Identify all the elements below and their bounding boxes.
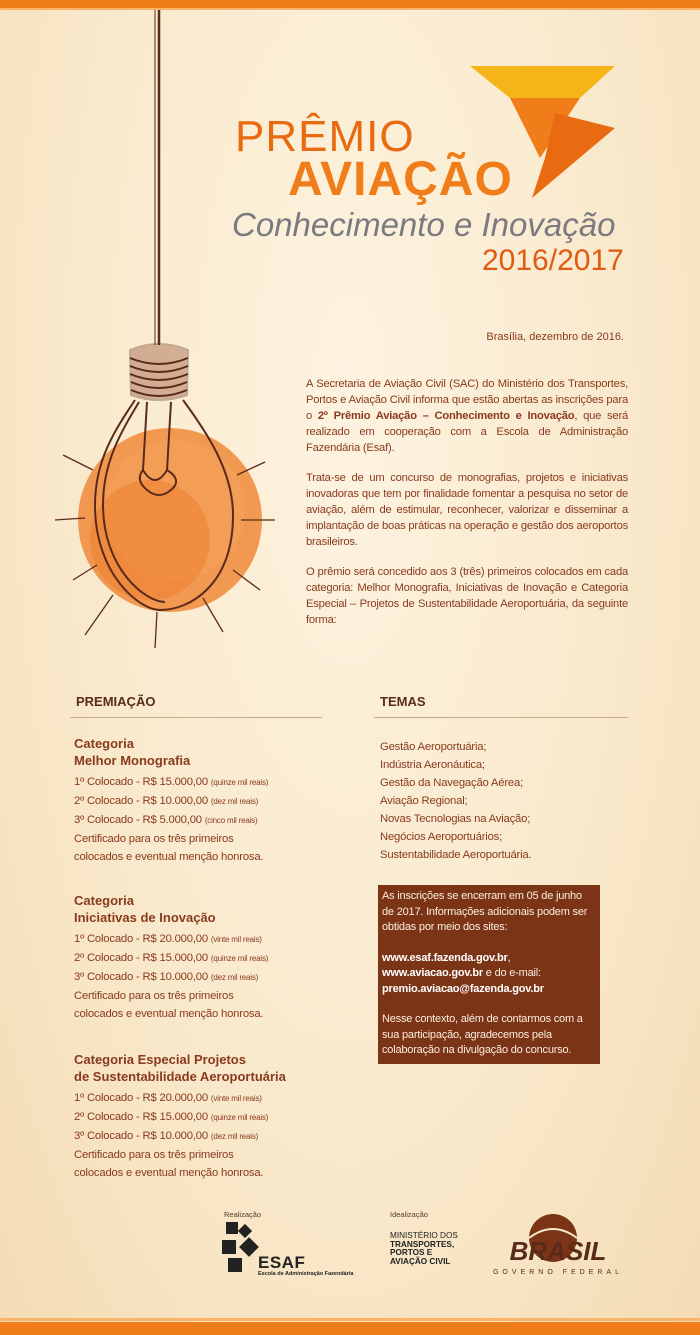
category-title-line2: de Sustentabilidade Aeroportuária [74, 1069, 286, 1084]
prize-3-words: (cinco mil reais) [204, 816, 258, 825]
tema-item: Aviação Regional; [380, 795, 468, 807]
prize-3 [74, 968, 324, 987]
prize-2-value: 2º Colocado - R$ 10.000,00 [74, 795, 211, 807]
intro-p1-bold: 2º Prêmio Aviação – Conhecimento e Inovação [317, 410, 575, 422]
certificate-line2: colocados e eventual menção honrosa. [74, 851, 264, 863]
temas-heading: TEMAS [380, 694, 426, 709]
intro-p1-a: A Secretaria de Aviação Civil (SAC) do Ministério dos Transportes, Portos e Aviação Civil informa que estão abertas as inscrições para o [306, 378, 628, 422]
prize-2 [74, 792, 324, 811]
category-title-line1: Categoria Especial Projetos [74, 1052, 246, 1067]
prize-3-value: 3º Colocado - R$ 5.000,00 [74, 814, 205, 826]
label-idealizacao: Idealização [390, 1210, 428, 1219]
ministerio-line3: PORTOS E [390, 1248, 433, 1258]
title-subtitle: Conhecimento e Inovação [232, 206, 616, 243]
prize-2 [74, 1108, 354, 1127]
prize-1-value: 1º Colocado - R$ 15.000,00 [74, 776, 211, 788]
prize-2-words: (quinze mil reais) [210, 1113, 269, 1122]
prize-3-words: (dez mil reais) [210, 973, 259, 982]
prize-2-words: (dez mil reais) [210, 797, 259, 806]
tema-item: Novas Tecnologias na Aviação; [380, 813, 531, 825]
category-melhor-monografia [74, 735, 324, 866]
prize-2-value: 2º Colocado - R$ 15.000,00 [74, 1111, 211, 1123]
prize-1-words: (quinze mil reais) [210, 778, 269, 787]
premiacao-heading: PREMIAÇÃO [76, 694, 156, 709]
category-title [74, 735, 324, 769]
premiacao-divider [70, 717, 322, 718]
certificate-line1: Certificado para os três primeiros [74, 990, 234, 1002]
prize-1-value: 1º Colocado - R$ 20.000,00 [74, 933, 211, 945]
intro-text [306, 376, 628, 642]
info-sep-2: e do e-mail: [482, 967, 541, 979]
brasil-logo-text: BRASIL [509, 1236, 607, 1266]
category-title [74, 892, 324, 926]
category-title-line2: Iniciativas de Inovação [74, 910, 216, 925]
title-premio: PRÊMIO [235, 112, 415, 161]
prize-1-words: (vinte mil reais) [210, 935, 262, 944]
prize-2-value: 2º Colocado - R$ 15.000,00 [74, 952, 211, 964]
certificate-line2: colocados e eventual menção honrosa. [74, 1167, 264, 1179]
title-aviacao: AVIAÇÃO [288, 153, 513, 206]
prize-2 [74, 949, 324, 968]
prize-1 [74, 1089, 354, 1108]
prize-1 [74, 930, 324, 949]
category-iniciativas-inovacao [74, 892, 324, 1023]
esaf-logo-icon [222, 1222, 262, 1278]
category-title-line2: Melhor Monografia [74, 753, 191, 768]
info-links [382, 951, 596, 998]
prize-1-words: (vinte mil reais) [210, 1094, 262, 1103]
certificate-line1: Certificado para os três primeiros [74, 1149, 234, 1161]
info-box [378, 885, 600, 1064]
prize-list [74, 1089, 354, 1182]
category-especial-sustentabilidade [74, 1051, 354, 1182]
info-sep-1: , [507, 951, 511, 964]
ministerio-line4: AVIAÇÃO CIVIL [390, 1256, 451, 1266]
intro-paragraph-2: Trata-se de um concurso de monografias, projetos e iniciativas inovadoras que tem por finalidade fomentar a pesquisa no setor de aviação, além de estimular, reconhecer, valorizar e disseminar a implantação de boas práticas na operação e gestão dos aeroportos brasileiros. [306, 472, 628, 548]
info-text-2: Nesse contexto, além de contarmos com a sua participação, agradecemos pela colaboração na divulgação do concurso. [382, 1013, 583, 1056]
tema-item: Gestão da Navegação Aérea; [380, 777, 524, 789]
tema-item: Indústria Aeronáutica; [380, 759, 485, 771]
label-realizacao: Realização [224, 1210, 262, 1219]
intro-paragraph-3: O prêmio será concedido aos 3 (três) primeiros colocados em cada categoria: Melhor Monografia, Iniciativas de Inovação e Categoria Especial – Projetos de Sustentabilidade Aeroportuária, da seguinte forma: [306, 566, 628, 626]
esaf-logo-text: ESAF [258, 1253, 306, 1272]
prize-1-value: 1º Colocado - R$ 20.000,00 [74, 1092, 211, 1104]
link-email[interactable]: premio.aviacao@fazenda.gov.br [382, 982, 544, 995]
tema-item: Negócios Aeroportuários; [380, 831, 503, 843]
temas-list [380, 738, 531, 864]
prize-3-value: 3º Colocado - R$ 10.000,00 [74, 1130, 211, 1142]
certificate-line2: colocados e eventual menção honrosa. [74, 1008, 264, 1020]
category-title [74, 1051, 354, 1085]
category-title-line1: Categoria [74, 736, 134, 751]
date-line: Brasília, dezembro de 2016. [486, 331, 624, 343]
prize-3 [74, 811, 324, 830]
bottom-stripe [0, 1322, 700, 1335]
prize-list [74, 773, 324, 866]
certificate-line1: Certificado para os três primeiros [74, 833, 234, 845]
governo-federal-text: GOVERNO FEDERAL [492, 1269, 624, 1276]
esaf-logo-subtitle: Escola de Administração Fazendária [258, 1271, 354, 1277]
category-title-line1: Categoria [74, 893, 134, 908]
info-text-1: As inscrições se encerram em 05 de junho de 2017. Informações adicionais podem ser obtidas por meio dos sites: [382, 890, 588, 933]
tema-item: Gestão Aeroportuária; [380, 741, 487, 753]
prize-2-words: (quinze mil reais) [210, 954, 269, 963]
link-esaf[interactable]: www.esaf.fazenda.gov.br [382, 951, 508, 964]
prize-list [74, 930, 324, 1023]
prize-1 [74, 773, 324, 792]
intro-p1-c: , que será realizado em cooperação com a Escola de Administração Fazendária (Esaf). [306, 410, 628, 454]
temas-divider [374, 717, 628, 718]
brasil-governo-federal-logo [483, 1210, 633, 1282]
tema-item: Sustentabilidade Aeroportuária. [380, 849, 532, 861]
lightbulb-illustration [55, 0, 285, 650]
ministerio-logo [390, 1232, 458, 1266]
bottom-stripe-light [0, 1318, 700, 1321]
link-aviacao[interactable]: www.aviacao.gov.br [382, 967, 483, 979]
title-edition: 2016/2017 [482, 244, 624, 277]
prize-3 [74, 1127, 354, 1146]
intro-paragraph-1 [306, 376, 628, 456]
prize-3-value: 3º Colocado - R$ 10.000,00 [74, 971, 211, 983]
prize-3-words: (dez mil reais) [210, 1132, 259, 1141]
ministerio-line2: TRANSPORTES, [390, 1239, 455, 1249]
ministerio-line1: MINISTÉRIO DOS [390, 1231, 458, 1240]
